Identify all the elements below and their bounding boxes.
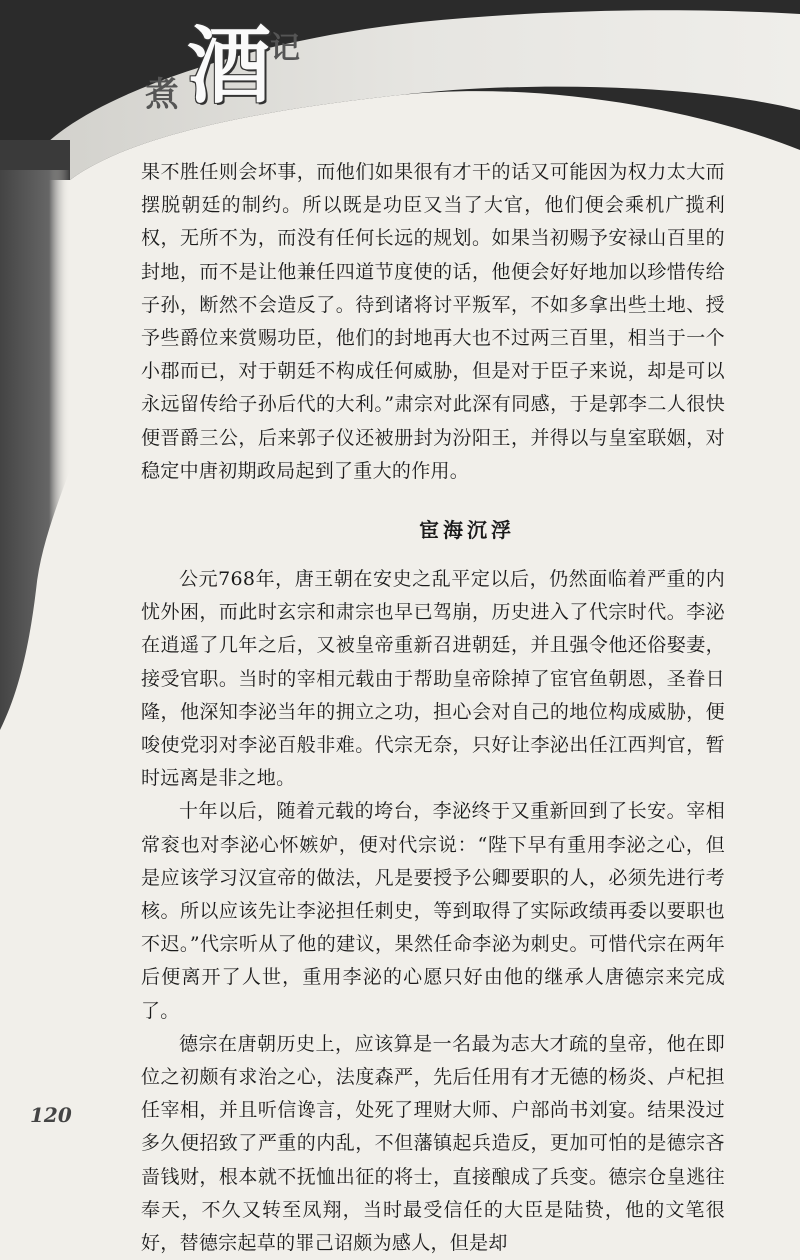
page-number: 120 [30, 1103, 72, 1127]
header-banner [0, 0, 800, 180]
logo-char-jiu: 酒 [187, 16, 272, 115]
book-title-logo [145, 16, 315, 130]
logo-char-ji: 记 [270, 31, 300, 66]
paragraph-2: 公元768年，唐王朝在安史之乱平定以后，仍然面临着严重的内忧外困，而此时玄宗和肃宗也早已驾崩，历史进入了代宗时代。李泌在逍遥了几年之后，又被皇帝重新召进朝廷，并且强令他还俗娶妻，接受官职。当时的宰相元载由于帮助皇帝除掉了宦官鱼朝恩，圣眷日隆，他深知李泌当年的拥立之功，担心会对自己的地位构成威胁，便唆使党羽对李泌百般非难。代宗无奈，只好让李泌出任江西判官，暂时远离是非之地。 [141, 568, 725, 790]
logo-char-zhu: 煮 [145, 75, 179, 115]
paragraph-4: 德宗在唐朝历史上，应该算是一名最为志大才疏的皇帝，他在即位之初颇有求治之心，法度森严，先后任用有才无德的杨炎、卢杞担任宰相，并且听信谗言，处死了理财大师、户部尚书刘宴。结果没过多久便招致了严重的内乱，不但藩镇起兵造反，更加可怕的是德宗吝啬钱财，根本就不抚恤出征的将士，直接酿成了兵变。德宗仓皇逃往奉天，不久又转至凤翔，当时最受信任的大臣是陆贽，他的文笔很好，替德宗起草的罪己诏颇为感人，但是却 [141, 1032, 725, 1255]
section-title: 宦海沉浮 [419, 518, 515, 543]
paragraph-1: 果不胜任则会坏事，而他们如果很有才干的话又可能因为权力太大而摆脱朝廷的制约。所以既是功臣又当了大官，他们便会乘机广揽利权，无所不为，而没有任何长远的规划。如果当初赐予安禄山百里的封地，而不是让他兼任四道节度使的话，他便会好好地加以珍惜传给子孙，断然不会造反了。待到诸将讨平叛军，不如多拿出些土地、授予些爵位来赏赐功臣，他们的封地再大也不过两三百里，相当于一个小郡而已，对于朝廷不构成任何威胁，但是对于臣子来说，却是可以永远留传给子孙后代的大利。”肃宗对此深有同感，于是郭李二人很快便晋爵三公，后来郭子仪还被册封为汾阳王，并得以与皇室联姻，对稳定中唐初期政局起到了重大的作用。 [141, 161, 725, 482]
main-text [141, 156, 725, 1260]
paragraph-3: 十年以后，随着元载的垮台，李泌终于又重新回到了长安。宰相常衮也对李泌心怀嫉妒，便对代宗说：“陛下早有重用李泌之心，但是应该学习汉宣帝的做法，凡是要授予公卿要职的人，必须先进行考核。所以应该先让李泌担任刺史，等到取得了实际政绩再委以要职也不迟。”代宗听从了他的建议，果然任命李泌为刺史。可惜代宗在两年后便离开了人世，重用李泌的心愿只好由他的继承人唐德宗来完成了。 [141, 800, 725, 1022]
left-edge-shadow [0, 170, 80, 730]
